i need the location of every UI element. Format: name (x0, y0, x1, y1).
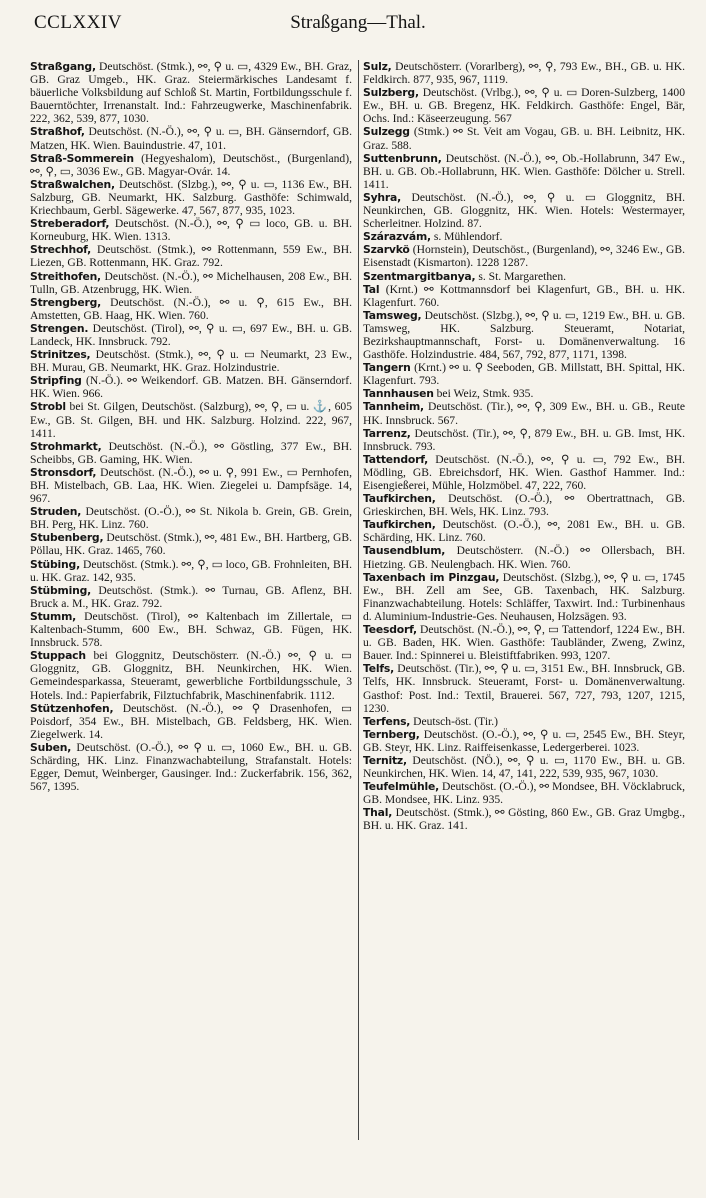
directory-entry (363, 623, 685, 662)
page-number: CCLXXIV (34, 12, 122, 33)
entry-place-name: Sulzegg (363, 125, 410, 139)
entry-place-name: Teesdorf, (363, 623, 417, 637)
entry-place-name: Straßgang, (30, 60, 96, 73)
directory-entry (30, 649, 352, 701)
left-column (30, 60, 352, 793)
entry-place-name: Szárazvám, (363, 230, 431, 244)
entry-place-name: Tarrenz, (363, 426, 411, 440)
directory-entry (30, 60, 352, 125)
directory-entry (363, 86, 685, 125)
directory-entry (30, 466, 352, 505)
entry-place-name: Syhra, (363, 190, 402, 204)
directory-entry (363, 453, 685, 492)
entry-place-name: Strechhof, (30, 243, 91, 257)
entry-description: Deutschöst. (N.-Ö.), ⚯ Göstling, 377 Ew., BH. Scheibbs, GB. Gaming, HK. Wien. (30, 439, 352, 466)
running-title: Straßgang—Thal. (290, 12, 426, 33)
entry-place-name: Stumm, (30, 609, 77, 623)
entry-description: Deutschöst. (O.-Ö.), ⚯ Obertrattnach, GB. Grieskirchen, BH. Wels, HK. Linz. 793. (363, 492, 685, 519)
entry-description: Deutschöst. (N.-Ö.), ⚯, ⚲ u. ▭, BH. Gänserndorf, GB. Matzen, HK. Wien. Bauindustrie. 47, 101. (30, 125, 352, 152)
entry-description: Deutschöst. (O.-Ö.), ⚯ ⚲ u. ▭, 1060 Ew., BH. u. GB. Schärding, HK. Linz. Finanzwachabteilung, Strafanstalt. Hotels: Egger, Demut, Weinberger, Gausinger. Ind.: Zuckerfabrik. 156, 362, 567, 1395. (30, 740, 352, 794)
entry-place-name: Telfs, (363, 662, 394, 676)
column-divider (358, 60, 359, 1140)
directory-entry (363, 361, 685, 387)
entry-place-name: Streberadorf, (30, 217, 110, 231)
directory-entry (363, 283, 685, 309)
directory-entry (363, 780, 685, 806)
entry-place-name: Szarvkö (363, 243, 410, 257)
entry-description: Deutschöst. (Stmk.), ⚯, 481 Ew., BH. Hartberg, GB. Pöllau, HK. Graz. 1465, 760. (30, 531, 352, 558)
entry-place-name: Straßwalchen, (30, 177, 115, 191)
entry-place-name: Szentmargitbanya, (363, 269, 476, 283)
entry-place-name: Ternberg, (363, 727, 420, 741)
entry-description: (Krnt.) ⚯ u. ⚲ Seeboden, GB. Millstatt, BH. Spittal, HK. Klagenfurt. 793. (363, 361, 685, 388)
entry-description: Deutschöst. (Tir.), ⚯, ⚲, 309 Ew., BH. u. GB., Reute HK. Innsbruck. 567. (363, 400, 685, 427)
entry-place-name: Stubenberg, (30, 531, 104, 545)
page-header (34, 8, 682, 38)
directory-entry (30, 125, 352, 151)
entry-place-name: Suben, (30, 740, 72, 754)
directory-entry (363, 571, 685, 623)
directory-entry (30, 584, 352, 610)
entry-description: Deutschöst. (O.-Ö.), ⚯, 2081 Ew., BH. u. GB. Schärding, HK. Linz. 760. (363, 518, 685, 545)
entry-description: Deutschöst. (Stmk.), ⚯, ⚲ u. ▭ Neumarkt, 23 Ew., BH. Murau, GB. Neumarkt, HK. Graz. Holzindustrie. (30, 348, 352, 375)
entry-description: (Stmk.) ⚯ St. Veit am Vogau, GB. u. BH. Leibnitz, HK. Graz. 588. (363, 125, 685, 152)
entry-description: Deutschöst. (Stmk.), ⚯ Gösting, 860 Ew., GB. Graz Umgbg., BH. u. HK. Graz. 141. (363, 806, 685, 833)
entry-description: (N.-Ö.). ⚯ Weikendorf. GB. Matzen. BH. Gänserndorf. HK. Wien. 966. (30, 374, 352, 401)
entry-place-name: Tangern (363, 361, 411, 375)
entry-place-name: Ternitz, (363, 753, 407, 767)
entry-description: s. St. Margarethen. (475, 269, 567, 283)
directory-entry (363, 60, 685, 86)
entry-description: Deutschöst. (Stmk.). ⚯, ⚲, ▭ loco, GB. Frohnleiten, BH. u. HK. Graz. 142, 935. (30, 557, 352, 584)
entry-description: (Hornstein), Deutschöst., (Burgenland), ⚯, 3246 Ew., GB. Eisenstadt (Kismarton). 1228 1287. (363, 243, 685, 270)
entry-place-name: Strengberg, (30, 295, 102, 309)
entry-place-name: Terfens, (363, 714, 411, 728)
directory-entry (30, 610, 352, 649)
entry-description: Deutschöst. (N.-Ö.), ⚯ Michelhausen, 208 Ew., BH. Tulln, GB. Atzenbrugg, HK. Wien. (30, 269, 352, 296)
entry-description: Deutschöst. (N.-Ö.), ⚯, ⚲ ▭ loco, GB. u. BH. Korneuburg, HK. Wien. 1313. (30, 217, 352, 244)
directory-entry (363, 191, 685, 230)
directory-entry (363, 662, 685, 714)
directory-entry (30, 178, 352, 217)
entry-place-name: Stübming, (30, 583, 92, 597)
directory-entry (363, 518, 685, 544)
entry-place-name: Strohmarkt, (30, 439, 102, 453)
entry-description: Deutschöst. (Slzbg.), ⚯, ⚲ u. ▭, 1219 Ew., BH. u. GB. Tamsweg, HK. Salzburg. Steueramt, Notariat, Bezirkshauptmannschaft, Forst- u. Domänenverwaltung. 16 Gasthöfe. Holzindustrie. 484, 567, 792, 877, 1171, 1398. (363, 308, 685, 362)
directory-entry (363, 230, 685, 243)
entry-description: Deutschöst. (NÖ.), ⚯, ⚲ u. ▭, 1170 Ew., BH. u. GB. Neunkirchen, HK. Wien. 14, 47, 141, 222, 539, 935, 967, 1030. (363, 753, 685, 781)
directory-entry (363, 309, 685, 361)
directory-entry (30, 531, 352, 557)
directory-entry (363, 715, 685, 728)
entry-description: Deutschösterr. (Vorarlberg), ⚯, ⚲, 793 Ew., BH., GB. u. HK. Feldkirch. 877, 935, 967, 1119. (363, 60, 685, 87)
directory-entry (30, 374, 352, 400)
directory-entry (363, 427, 685, 453)
entry-place-name: Stronsdorf, (30, 465, 97, 479)
entry-place-name: Strengen. (30, 321, 89, 335)
directory-entry (363, 754, 685, 780)
entry-description: Deutschöst. (Tir.), ⚯, ⚲ u. ▭, 3151 Ew., BH. Innsbruck, GB. Telfs, HK. Innsbruck. Steueramt, Forst- u. Domänenverwaltung. Gasthof: Post. Ind.: Textil, Brauerei. 567, 727, 793, 1207, 1215, 1230. (363, 662, 685, 715)
directory-entry (363, 243, 685, 269)
entry-description: Deutschöst. (N.-Ö.), ⚯, ⚲, ▭ Tattendorf, 1224 Ew., BH. u. GB. Baden, HK. Wien. Gasthöfe: Taubländer, Zweng, Zwinz, Bauer. Ind.: Spinnerei u. Bleistiftfabriken. 993, 1207. (363, 623, 685, 663)
entry-place-name: Tannhausen (363, 387, 434, 401)
entry-description: Deutschöst. (O.-Ö.), ⚯ Mondsee, BH. Vöcklabruck, GB. Mondsee, HK. Linz. 935. (363, 780, 685, 807)
entry-place-name: Struden, (30, 505, 82, 519)
directory-entry (363, 125, 685, 151)
directory-entry (363, 728, 685, 754)
entry-place-name: Tal (363, 282, 380, 296)
directory-entry (30, 400, 352, 439)
entry-description: Deutschöst. (Tir.), ⚯, ⚲, 879 Ew., BH. u. GB. Imst, HK. Innsbruck. 793. (363, 426, 685, 453)
entry-description: Deutschöst. (Stmk.), ⚯, ⚲ u. ▭, 4329 Ew., BH. Graz, GB. Graz Umgeb., HK. Graz. Steiermärkisches Landesamt f. bäuerliche Volksbildung auf Schloß St. Martin, Fortbildungsschule f. Bauerntöchter, Irrenanstalt. Ind.: Fahrzeugwerke, Maschinenfabrik. 222, 362, 539, 877, 1030. (30, 60, 352, 126)
entry-place-name: Straß-Sommerein (30, 151, 134, 165)
entry-description: Deutschöst. (N.-Ö.), ⚯ u. ⚲, 991 Ew., ▭ Pernhofen, BH. Mistelbach, GB. Laa, HK. Wien. Ziegelei u. Dampfsäge. 14, 967. (30, 465, 352, 506)
entry-place-name: Tamsweg, (363, 308, 422, 322)
entry-description: Deutsch-öst. (Tir.) (410, 714, 499, 728)
directory-entry (30, 152, 352, 178)
directory-entry (30, 702, 352, 741)
entry-description: Deutschösterr. (N.-Ö.) ⚯ Ollersbach, BH. Hietzing. GB. Neulengbach. HK. Wien. 760. (363, 544, 685, 571)
directory-entry (363, 806, 685, 832)
entry-description: (Hegyeshalom), Deutschöst., (Burgenland), ⚯, ⚲, ▭, 3036 Ew., GB. Magyar-Ovár. 14. (30, 151, 352, 178)
entry-place-name: Taufkirchen, (363, 518, 436, 532)
right-column (363, 60, 685, 833)
entry-place-name: Taufkirchen, (363, 492, 436, 506)
entry-description: s. Mühlendorf. (430, 230, 503, 244)
entry-place-name: Sulz, (363, 60, 392, 73)
directory-entry (30, 505, 352, 531)
entry-place-name: Streithofen, (30, 269, 101, 283)
entry-place-name: Stripfing (30, 374, 82, 388)
directory-entry (30, 270, 352, 296)
directory-entry (363, 400, 685, 426)
entry-place-name: Stübing, (30, 557, 80, 571)
entry-place-name: Stützenhofen, (30, 701, 114, 715)
entry-description: Deutschöst. (N.-Ö.), ⚯ ⚲ Drasenhofen, ▭ Poisdorf, 354 Ew., BH. Mistelbach, GB. Feldsberg, HK. Wien. Ziegelwerk. 14. (30, 701, 352, 741)
entry-place-name: Tattendorf, (363, 452, 429, 466)
entry-place-name: Teufelmühle, (363, 780, 440, 794)
directory-entry (363, 544, 685, 570)
entry-place-name: Strinitzes, (30, 348, 91, 362)
directory-entry (30, 741, 352, 793)
entry-place-name: Taxenbach im Pinzgau, (363, 570, 500, 584)
directory-entry (363, 492, 685, 518)
directory-entry (363, 152, 685, 191)
entry-description: Deutschöst. (Slzbg.), ⚯, ⚲ u. ▭, 1136 Ew., BH. Salzburg, GB. Neumarkt, HK. Salzburg. Gasthöfe: Schimwald, Kriechbaum, Gerbl. Sägewerke. 47, 567, 877, 935, 1023. (30, 177, 352, 218)
entry-description: (Krnt.) ⚯ Kottmannsdorf bei Klagenfurt, GB., BH. u. HK. Klagenfurt. 760. (363, 282, 685, 309)
entry-description: Deutschöst. (N.-Ö.), ⚯, ⚲ u. ▭, 792 Ew., BH. Mödling, GB. Ebreichsdorf, HK. Wien. Gasthof Hammer. Ind.: Eisengießerei, Mühle, Holzmöbel. 47, 222, 760. (363, 452, 685, 492)
entry-description: Deutschöst. (N.-Ö.), ⚯, ⚲ u. ▭ Gloggnitz, BH. Neunkirchen, GB. Gloggnitz, HK. Wien. Hotels: Westermayer, Scherleitner. Holzind. 87. (363, 190, 685, 231)
entry-description: Deutschöst. (Tirol), ⚯ Kaltenbach im Zillertale, ▭ Kaltenbach-Stumm, 600 Ew., BH. Schwaz, GB. Fügen, HK. Innsbruck. 578. (30, 609, 352, 650)
entry-place-name: Strobl (30, 400, 66, 414)
directory-entry (30, 440, 352, 466)
entry-place-name: Thal, (363, 806, 393, 820)
entry-description: bei St. Gilgen, Deutschöst. (Salzburg), ⚯, ⚲, ▭ u. ⚓, 605 Ew., GB. St. Gilgen, BH. und HK. Salzburg. Holzind. 222, 967, 1411. (30, 400, 352, 440)
entry-place-name: Straßhof, (30, 125, 85, 139)
entry-place-name: Stuppach (30, 649, 86, 663)
entry-description: Deutschöst. (Vrlbg.), ⚯, ⚲ u. ▭ Doren-Sulzberg, 1400 Ew., BH. u. GB. Bregenz, HK. Feldkirch. Gasthöfe: Engel, Bär, Ochs. Ind.: Käseerzeugung. 567 (363, 86, 685, 126)
directory-entry (30, 348, 352, 374)
entry-place-name: Suttenbrunn, (363, 151, 442, 165)
entry-place-name: Sulzberg, (363, 86, 419, 100)
directory-entry (30, 296, 352, 322)
entry-description: Deutschöst. (Stmk.), ⚯ Rottenmann, 559 Ew., BH. Liezen, GB. Rottenmann, HK. Graz. 792. (30, 243, 352, 270)
entry-description: bei Weiz, Stmk. 935. (433, 387, 534, 401)
directory-entry (30, 217, 352, 243)
entry-description: Deutschöst. (N.-Ö.), ⚯ u. ⚲, 615 Ew., BH. Amstetten, GB. Haag, HK. Wien. 760. (30, 295, 352, 322)
entry-place-name: Tannheim, (363, 400, 424, 414)
directory-entry (30, 558, 352, 584)
directory-entry (30, 322, 352, 348)
directory-entry (30, 243, 352, 269)
entry-description: Deutschöst. (Stmk.). ⚯ Turnau, GB. Aflenz, BH. Bruck a. M., HK. Graz. 792. (30, 583, 352, 610)
entry-description: Deutschöst. (N.-Ö.), ⚯, Ob.-Hollabrunn, 347 Ew., BH. u. GB. Ob.-Hollabrunn, HK. Wien. Gasthöfe: Dölcher u. Strell. 1411. (363, 151, 685, 191)
directory-entry (363, 387, 685, 400)
entry-place-name: Tausendblum, (363, 544, 446, 558)
directory-entry (363, 270, 685, 283)
entry-description: Deutschöst. (Slzbg.), ⚯, ⚲ u. ▭, 1745 Ew., BH. Zell am See, GB. Taxenbach, HK. Salzburg. Finanzwachabteilung. Hotels: Schläffer, Taxwirt. Ind.: Turbinenhaus d. Aluminium-Industrie-Ges. Neuhausen, Holzsägen. 93. (363, 570, 685, 623)
entry-description: Deutschöst. (Tirol), ⚯, ⚲ u. ▭, 697 Ew., BH. u. GB. Landeck, HK. Innsbruck. 792. (30, 321, 352, 348)
entry-description: bei Gloggnitz, Deutschösterr. (N.-Ö.) ⚯, ⚲ u. ▭ Gloggnitz, GB. Gloggnitz, BH. Neunkirchen, HK. Wien. Gemeindesparkassa, Steueramt, gewerbliche Fortbildungsschule, 3 Hotels. Ind.: Papierfabrik, Filztuchfabrik, Maschinenfabrik. 1112. (30, 649, 352, 702)
entry-description: Deutschöst. (O.-Ö.), ⚯ St. Nikola b. Grein, GB. Grein, BH. Perg, HK. Linz. 760. (30, 505, 352, 532)
entry-description: Deutschöst. (O.-Ö.), ⚯, ⚲ u. ▭, 2545 Ew., BH. Steyr, GB. Steyr, HK. Linz. Raiffeisenkasse, Ledergerberei. 1023. (363, 727, 685, 754)
